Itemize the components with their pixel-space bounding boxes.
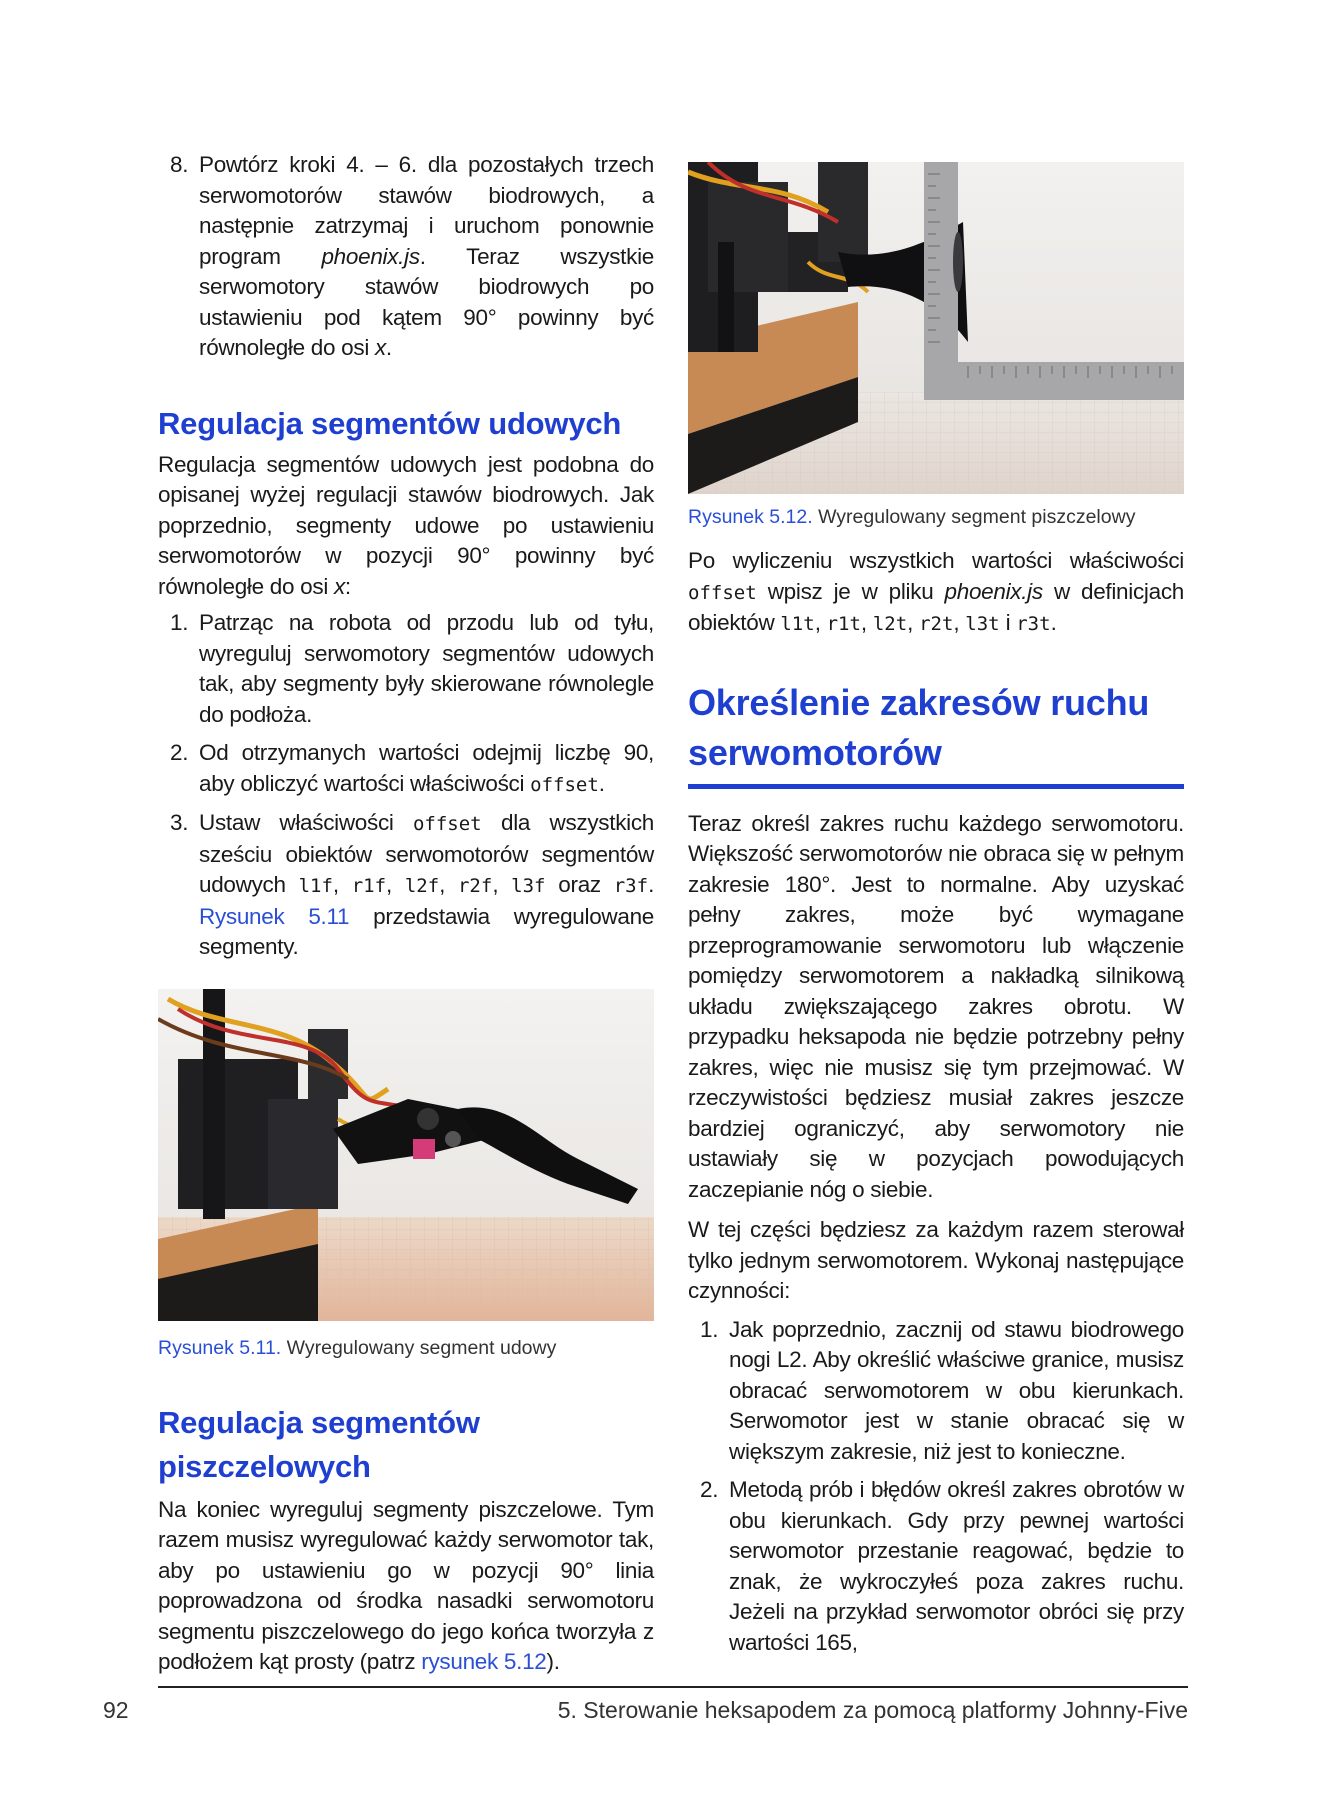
figure-tibia-photo [688, 162, 1184, 494]
figure-link-5-11[interactable]: Rysunek 5.11 [199, 903, 350, 929]
figure-caption-5-11: Rysunek 5.11. Wyregulowany segment udowy [158, 1336, 557, 1359]
figure-link-5-12[interactable]: rysunek 5.12 [421, 1649, 547, 1674]
list-item: 2. Od otrzymanych wartości odejmij liczbę 90, aby obliczyć wartości właściwości offset. [170, 740, 654, 796]
right-column [688, 162, 1184, 1666]
figure-caption-5-12: Rysunek 5.12. Wyregulowany segment piszczelowy [688, 506, 1136, 528]
robot-thigh-photo [158, 989, 654, 1321]
code-offset: offset [530, 773, 599, 796]
paragraph: W tej części będziesz za każdym razem sterował tylko jednym serwomotorem. Wykonaj następujące czynności: [688, 1217, 1184, 1303]
filename: phoenix.js [321, 243, 420, 269]
list-item: 1. Patrząc na robota od przodu lub od tyłu, wyreguluj serwomotory segmentów udowych tak, aby segmenty były skierowane równolegle do podłoża. [170, 610, 654, 727]
section-heading-tibia: Regulacja segmentów piszczelowych [158, 1404, 480, 1484]
range-steps-list [688, 1315, 1184, 1659]
page-number: 92 [103, 1697, 129, 1723]
chapter-section-heading: Określenie zakresów ruchu serwomotorów [688, 678, 1184, 789]
list-item: 2. Metodą prób i błędów określ zakres obrotów w obu kierunkach. Gdy przy pewnej wartości serwomotor przestanie reagować, będzie to znak, że wykroczyłeś poza zakres ruchu. Jeżeli na przykład serwomotor obróci się przy wartości 165, [700, 1477, 1184, 1655]
paragraph: Na koniec wyreguluj segmenty piszczelowe. Tym razem musisz wyregulować każdy serwomotor tak, aby po ustawieniu go w pozycji 90° linia poprowadzona od środka nasadki serwomotoru segmentu piszczelowego do jego końca tworzyła z podłożem kąt prosty (patrz rysunek 5.12). [158, 1496, 654, 1674]
running-footer-title: 5. Sterowanie heksapodem za pomocą platformy Johnny-Five [557, 1697, 1188, 1723]
left-column [158, 150, 654, 1678]
step-list-continued [158, 150, 654, 364]
paragraph: Regulacja segmentów udowych jest podobna do opisanej wyżej regulacji stawów biodrowych. Jak poprzednio, segmenty udowe po ustawieniu serwomotorów w pozycji 90° powinny być równoległe do osi x: [158, 451, 654, 599]
section-heading-thigh: Regulacja segmentów udowych [158, 405, 622, 441]
filename: phoenix.js [944, 578, 1043, 604]
list-item: 3. Ustaw właściwości offset dla wszystkich sześciu obiektów serwomotorów segmentów udowych l1f, r1f, l2f, r2f, l3f oraz r3f. Rysunek 5.11 przedstawia wyregulowane segmenty. [170, 810, 655, 959]
paragraph: Po wyliczeniu wszystkich wartości właściwości offset wpisz je w pliku phoenix.js w definicjach obiektów l1t, r1t, l2t, r2t, l3t i r3t. [688, 548, 1184, 635]
figure-thigh-photo [158, 989, 654, 1321]
thigh-steps-list [158, 608, 654, 963]
footer-rule [158, 1686, 1188, 1688]
list-number: 8. [170, 152, 189, 177]
paragraph: Teraz określ zakres ruchu każdego serwomotoru. Większość serwomotorów nie obraca się w pełnym zakresie 180°. Jest to normalne. Aby uzyskać pełny zakres, może być wymagane przeprogramowanie serwomotoru lub włączenie pomiędzy serwomotorem a nakładką silnikową układu zwiększającego zakres obrotu. W przypadku heksapoda nie będzie potrzebny pełny zakres, więc nie musisz się tym przejmować. W rzeczywistości będziesz musiał zakres jeszcze bardziej ograniczyć, aby serwomotory nie ustawiały się w pozycjach powodujących zaczepianie nóg o siebie. [688, 810, 1184, 1202]
robot-tibia-photo [688, 162, 1184, 494]
list-item: 1. Jak poprzednio, zacznij od stawu biodrowego nogi L2. Aby określić właściwe granice, musisz obracać serwomotorem w obu kierunkach. Serwomotor jest w stanie obracać się w większym zakresie, niż jest to konieczne. [700, 1316, 1184, 1464]
list-item: 8. Powtórz kroki 4. – 6. dla pozostałych trzech serwomotorów stawów biodrowych, a następnie zatrzymaj i uruchom ponownie program phoenix.js. Teraz wszystkie serwomotory stawów biodrowych po ustawieniu pod kątem 90° powinny być równoległe do osi x. [170, 152, 654, 360]
